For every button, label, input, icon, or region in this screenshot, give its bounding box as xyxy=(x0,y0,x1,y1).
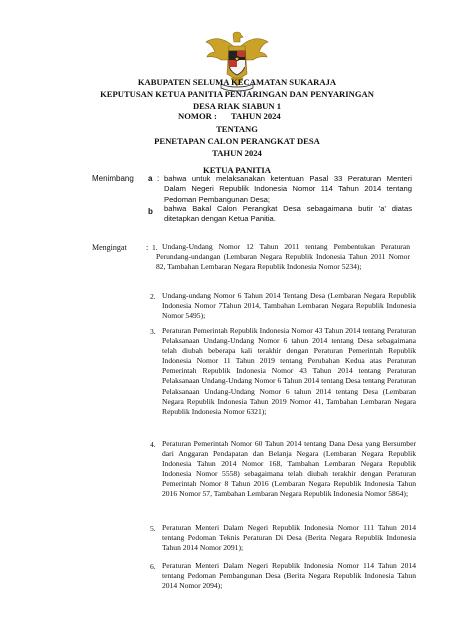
tentang-heading: TENTANG xyxy=(216,124,258,134)
mengingat-num-3: 3. xyxy=(150,327,156,336)
decree-number-year: TAHUN 2024 xyxy=(231,111,281,121)
regency-heading: KABUPATEN SELUMA KECAMATAN SUKARAJA xyxy=(137,77,337,87)
mengingat-separator: : xyxy=(146,243,149,252)
menimbang-separator-a: : xyxy=(157,174,160,183)
mengingat-num-1: 1. xyxy=(152,243,158,252)
mengingat-num-6: 6. xyxy=(150,562,156,571)
village-heading: DESA RIAK SIABUN 1 xyxy=(192,101,282,111)
menimbang-item-a: bahwa untuk melaksanakan ketentuan Pasal 33 Peraturan Menteri Dalam Negeri Republik Indonesia Nomor 114 Tahun 2014 tentang Pedoman Pembangunan Desa; xyxy=(164,174,412,204)
mengingat-item-3: Peraturan Pemerintah Republik Indonesia Nomor 43 Tahun 2014 tentang Peraturan Pelaksanaan Undang-Undang Nomor 6 tahun 2014 tentang Desa sebagaimana telah diubah beberapa kali terakhir dengan Peraturan Pemerintah Republik Indonesia Nomor 11 Tahun 2019 tentang Perubahan Kedua atas Peraturan Pemerintah Republik Indonesia Nomor 43 Tahun 2014 tentang Peraturan Pelaksanaan Undang-Undang Nomor 6 Tahun 2014 tentang Desa tentang Peraturan Pelaksanaan Undang-Undang Nomor 6 tahun 2014 tentang Desa (Lembaran Negara Republik Indonesia Tahun 2019 Nomor 41, Tambahan Lembaran Negara Republik Indonesia Nomor 6321); xyxy=(162,326,416,416)
decree-heading: KEPUTUSAN KETUA PANITIA PENJARINGAN DAN PENYARINGAN xyxy=(100,89,374,99)
mengingat-item-6: Peraturan Menteri Dalam Negeri Republik Indonesia Nomor 114 Tahun 2014 tentang Pedoman Pembangunan Desa (Berita Negara Republik Indonesia Tahun 2014 Nomor 2094); xyxy=(162,561,416,591)
decree-number-line xyxy=(178,111,281,121)
mengingat-label: Mengingat xyxy=(92,243,127,252)
menimbang-letter-a: a xyxy=(148,174,153,183)
mengingat-item-2: Undang-undang Nomor 6 Tahun 2014 Tentang Desa (Lembaran Negara Republik Indonesia Nomor 7Tahun 2014, Tambahan Lembaran Negara Republik Indonesia Nomor 5495); xyxy=(162,291,416,321)
role-heading: KETUA PANITIA xyxy=(203,165,271,175)
mengingat-item-1: Undang-Undang Nomor 12 Tahun 2011 tentang Pembentukan Peraturan Perundang-undangan (Lembaran Negara Republik Indonesia Tahun 2011 Nomor 82, Tambahan Lembaran Negara Republik Indonesia Nomor 5234); xyxy=(156,242,410,272)
mengingat-num-5: 5. xyxy=(150,524,156,533)
mengingat-num-2: 2. xyxy=(150,292,156,301)
year-heading: TAHUN 2024 xyxy=(212,148,262,158)
mengingat-item-5: Peraturan Menteri Dalam Negeri Republik Indonesia Nomor 111 Tahun 2014 tentang Pedoman Teknis Peraturan Di Desa (Berita Negara Republik Indonesia Tahun 2014 Nomor 2091); xyxy=(162,523,416,553)
menimbang-item-b: bahwa Bakal Calon Perangkat Desa sebagaimana butir 'a' diatas ditetapkan dengan Ketua Panitia. xyxy=(164,204,412,224)
mengingat-num-4: 4. xyxy=(150,440,156,449)
menimbang-letter-b: b xyxy=(148,207,153,216)
subject-heading: PENETAPAN CALON PERANGKAT DESA xyxy=(154,136,320,146)
decree-number-label: NOMOR : xyxy=(178,111,217,121)
menimbang-label: Menimbang xyxy=(92,174,134,183)
mengingat-item-4: Peraturan Pemerintah Nomor 60 Tahun 2014 tentang Dana Desa yang Bersumber dari Anggaran Pendapatan dan Belanja Negara (Lembaran Negara Republik Indonesia Tahun 2014 Nomor 168, Tambahan Lembaran Negara Republik Indonesia Nomor 5558) sebagaimana telah diubah terakhir dengan Peraturan Pemerintah Nomor 8 Tahun 2016 (Lembaran Negara Republik Indonesia Tahun 2016 Nomor 57, Tambahan Lembaran Negara Republik Indonesia Nomor 5864); xyxy=(162,439,416,499)
